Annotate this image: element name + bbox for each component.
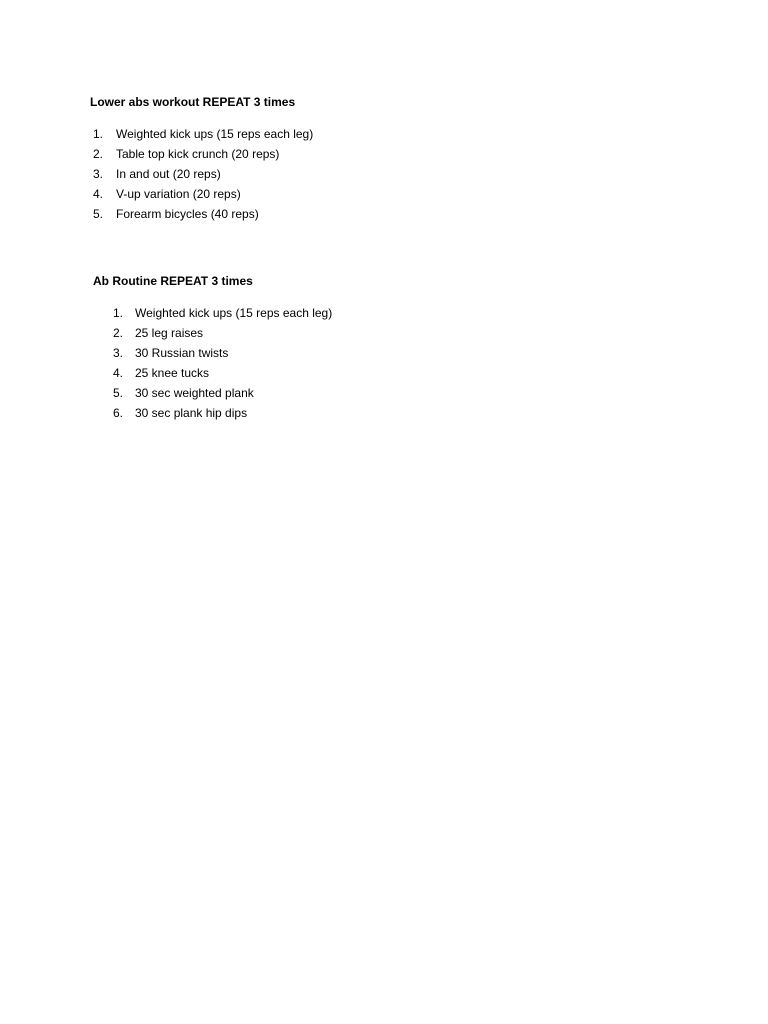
list-item-number: 2. — [93, 147, 104, 161]
list-item-text: Table top kick crunch (20 reps) — [116, 147, 280, 161]
list-item-text: 30 sec plank hip dips — [135, 406, 248, 420]
section-title-lower-abs: Lower abs workout REPEAT 3 times — [90, 95, 296, 109]
list-item-number: 5. — [113, 386, 124, 400]
list-item-text: 25 knee tucks — [135, 366, 210, 380]
list-item-number: 4. — [93, 187, 104, 201]
list-item-number: 2. — [113, 326, 124, 340]
list-item-text: 30 sec weighted plank — [135, 386, 254, 400]
list-item-text: In and out (20 reps) — [116, 167, 221, 181]
list-item-text: 30 Russian twists — [135, 346, 229, 360]
list-item-number: 3. — [113, 346, 124, 360]
list-item-text: V-up variation (20 reps) — [116, 187, 241, 201]
list-item-number: 1. — [93, 127, 104, 141]
list-item-number: 3. — [93, 167, 104, 181]
list-item-number: 6. — [113, 406, 124, 420]
list-item-text: 25 leg raises — [135, 326, 204, 340]
list-item-text: Weighted kick ups (15 reps each leg) — [116, 127, 314, 141]
list-item-number: 4. — [113, 366, 124, 380]
list-item-text: Forearm bicycles (40 reps) — [116, 207, 259, 221]
list-item-text: Weighted kick ups (15 reps each leg) — [135, 306, 333, 320]
section-title-ab-routine: Ab Routine REPEAT 3 times — [93, 274, 253, 288]
list-item-number: 5. — [93, 207, 104, 221]
list-item-number: 1. — [113, 306, 124, 320]
